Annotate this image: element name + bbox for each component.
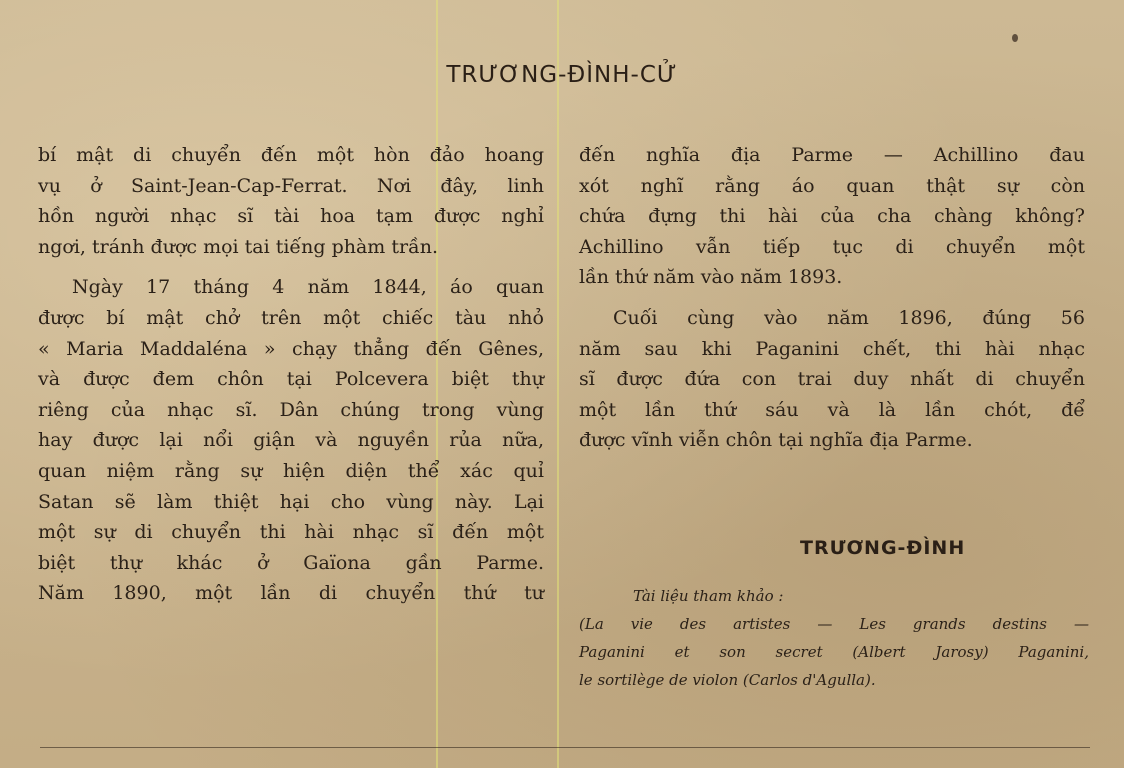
text-line: quan niệm rằng sự hiện diện thể xác quỉ — [38, 459, 544, 482]
references-block — [579, 582, 1089, 694]
text-line: Cuối cùng vào năm 1896, đúng 56 — [613, 306, 1085, 329]
text-line: Năm 1890, một lần di chuyển thứ tư — [38, 582, 544, 605]
text-line: một lần thứ sáu và là lần chót, để — [579, 398, 1085, 421]
right-column — [579, 140, 1085, 456]
text-line: Satan sẽ làm thiệt hại cho vùng này. Lại — [38, 490, 544, 513]
scan-artifact-line — [557, 0, 559, 768]
references-title: Tài liệu tham khảo : — [633, 587, 784, 605]
text-line: ngơi, tránh được mọi tai tiếng phàm trần. — [38, 235, 438, 258]
text-line: « Maria Maddaléna » chạy thẳng đến Gênes, — [38, 337, 544, 360]
text-line: hồn người nhạc sĩ tài hoa tạm được nghỉ — [38, 205, 544, 228]
reference-line: le sortilège de violon (Carlos d'Agulla). — [579, 671, 876, 689]
left-column — [38, 140, 544, 609]
text-line: và được đem chôn tại Polcevera biệt thự — [38, 368, 544, 391]
text-line: chứa đựng thi hài của cha chàng không? — [579, 205, 1085, 228]
text-line: vụ ở Saint-Jean-Cap-Ferrat. Nơi đây, linh — [38, 174, 544, 197]
text-line: lần thứ năm vào năm 1893. — [579, 266, 843, 289]
text-line: riêng của nhạc sĩ. Dân chúng trong vùng — [38, 398, 544, 421]
text-line: Achillino vẫn tiếp tục di chuyển một — [579, 235, 1085, 258]
text-line: một sự di chuyển thi hài nhạc sĩ đến một — [38, 521, 544, 544]
text-line: được vĩnh viễn chôn tại nghĩa địa Parme. — [579, 429, 973, 452]
paragraph-gap — [38, 262, 544, 272]
text-line: hay được lại nổi giận và nguyền rủa nữa, — [38, 429, 544, 452]
text-line: xót nghĩ rằng áo quan thật sự còn — [579, 174, 1085, 197]
author-signature: TRƯƠNG-ĐÌNH — [800, 537, 966, 559]
text-line: Ngày 17 tháng 4 năm 1844, áo quan — [72, 276, 544, 299]
paragraph-gap — [579, 293, 1085, 303]
text-line: năm sau khi Paganini chết, thi hài nhạc — [579, 337, 1085, 360]
text-line: được bí mật chở trên một chiếc tàu nhỏ — [38, 306, 544, 329]
reference-line: (La vie des artistes — Les grands destins — — [579, 615, 1089, 633]
reference-line: Paganini et son secret (Albert Jarosy) Paganini, — [579, 643, 1089, 661]
text-line: biệt thự khác ở Gaïona gần Parme. — [38, 551, 544, 574]
text-line: sĩ được đứa con trai duy nhất di chuyển — [579, 368, 1085, 391]
bottom-rule — [40, 747, 1090, 748]
running-header: TRƯƠNG-ĐÌNH-CỬ — [446, 62, 678, 88]
text-line: bí mật di chuyển đến một hòn đảo hoang — [38, 144, 544, 166]
text-line: đến nghĩa địa Parme — Achillino đau — [579, 144, 1085, 166]
ink-spot — [1012, 34, 1018, 42]
